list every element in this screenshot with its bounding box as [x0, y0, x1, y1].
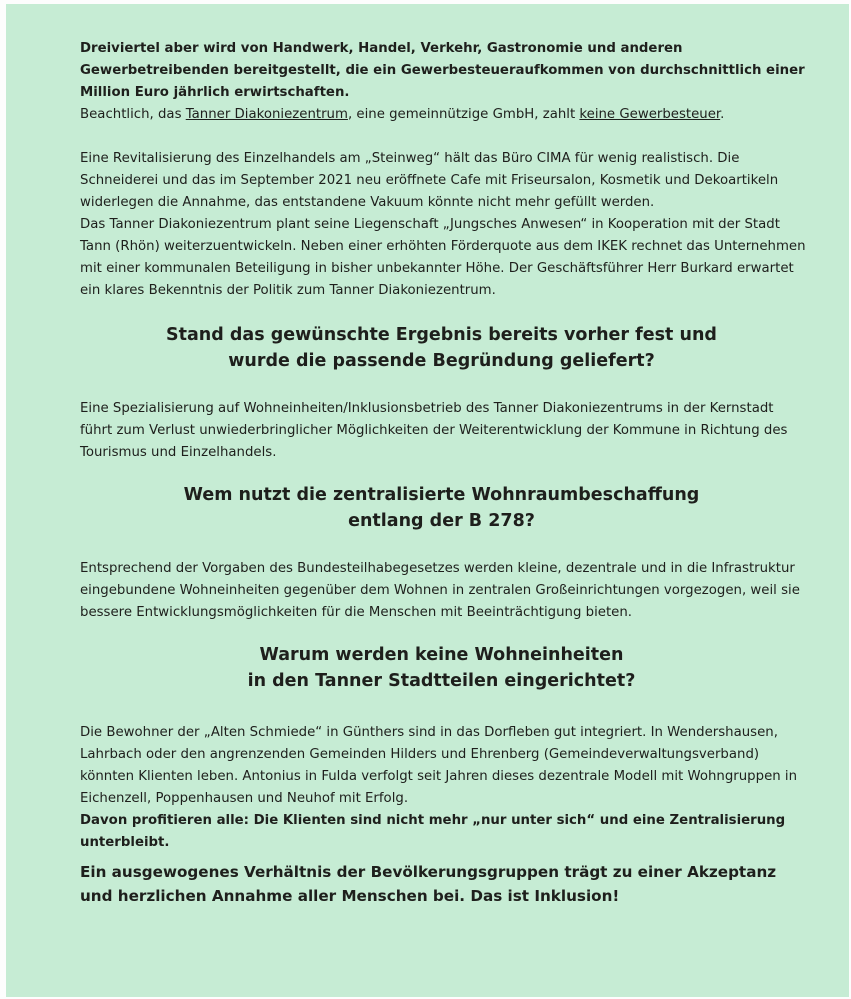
intro-text-1: Beachtlich, das	[80, 107, 186, 122]
paragraph-inklusion: Ein ausgewogenes Verhältnis der Bevölkerungsgruppen trägt zu einer Akzeptanz und herzlichen Annahme aller Menschen bei. Das ist Inklusion!	[80, 863, 777, 905]
heading-ergebnis	[80, 322, 809, 374]
intro-text-3: .	[720, 107, 725, 122]
heading-stadtteile-line-2: in den Tanner Stadtteilen eingerichtet?	[247, 671, 636, 691]
document-page	[6, 4, 849, 997]
heading-ergebnis-line-1: Stand das gewünschte Ergebnis bereits vorher fest und	[166, 325, 717, 345]
intro-bold-text: Dreiviertel aber wird von Handwerk, Handel, Verkehr, Gastronomie und anderen Gewerbetreibenden bereitgestellt, die ein Gewerbesteueraufkommen von durchschnittlich einer Million Euro jährlich erwirtschaften.	[80, 41, 805, 100]
spacer	[80, 126, 809, 148]
heading-wohnraumbeschaffung	[80, 482, 809, 534]
paragraph-steinweg: Eine Revitalisierung des Einzelhandels am „Steinweg“ hält das Büro CIMA für wenig realistisch. Die Schneiderei und das im September 2021 neu eröffnete Cafe mit Friseursalon, Kosmetik und Dekoartikeln widerlegen die Annahme, das entstandene Vakuum könnte nicht mehr gefüllt werden.	[80, 151, 779, 210]
heading-ergebnis-line-2: wurde die passende Begründung geliefert?	[228, 351, 655, 371]
paragraph-spezialisierung: Eine Spezialisierung auf Wohneinheiten/Inklusionsbetrieb des Tanner Diakoniezentrums in der Kernstadt führt zum Verlust unwiederbringlicher Möglichkeiten der Weiterentwicklung der Kommune in Richtung des Tourismus und Einzelhandels.	[80, 401, 788, 460]
heading-wohnraumbeschaffung-line-1: Wem nutzt die zentralisierte Wohnraumbeschaffung	[183, 485, 700, 505]
heading-wohnraumbeschaffung-line-2: entlang der B 278?	[348, 511, 535, 531]
link-tanner-diakoniezentrum[interactable]: Tanner Diakoniezentrum	[185, 107, 348, 122]
paragraph-alte-schmiede: Die Bewohner der „Alten Schmiede“ in Günthers sind in das Dorfleben gut integriert. In Wendershausen, Lahrbach oder den angrenzenden Gemeinden Hilders und Ehrenberg (Gemeindeverwaltungsverband) könnten Klienten leben. Antonius in Fulda verfolgt seit Jahren dieses dezentrale Modell mit Wohngruppen in Eichenzell, Poppenhausen und Neuhof mit Erfolg.	[80, 725, 798, 806]
intro-text-2: , eine gemeinnützige GmbH, zahlt	[347, 107, 580, 122]
paragraph-intro	[80, 38, 809, 126]
heading-stadtteile	[80, 642, 809, 694]
paragraph-jungsches-anwesen: Das Tanner Diakoniezentrum plant seine Liegenschaft „Jungsches Anwesen“ in Kooperation mit der Stadt Tann (Rhön) weiterzuentwickeln. Neben einer erhöhten Förderquote aus dem IKEK rechnet das Unternehmen mit einer kommunalen Beteiligung in bisher unbekannter Höhe. Der Geschäftsführer Herr Burkard erwartet ein klares Bekenntnis der Politik zum Tanner Diakoniezentrum.	[80, 217, 806, 298]
paragraph-bundesteilhabegesetz: Entsprechend der Vorgaben des Bundesteilhabegesetzes werden kleine, dezentrale und in die Infrastruktur eingebundene Wohneinheiten gegenüber dem Wohnen in zentralen Großeinrichtungen vorgezogen, weil sie bessere Entwicklungsmöglichkeiten für die Menschen mit Beeinträchtigung bieten.	[80, 561, 800, 620]
heading-stadtteile-line-1: Warum werden keine Wohneinheiten	[259, 645, 624, 665]
paragraph-profitieren: Davon profitieren alle: Die Klienten sind nicht mehr „nur unter sich“ und eine Zentralisierung unterbleibt.	[80, 813, 786, 850]
link-keine-gewerbesteuer[interactable]: keine Gewerbesteuer	[579, 107, 721, 122]
